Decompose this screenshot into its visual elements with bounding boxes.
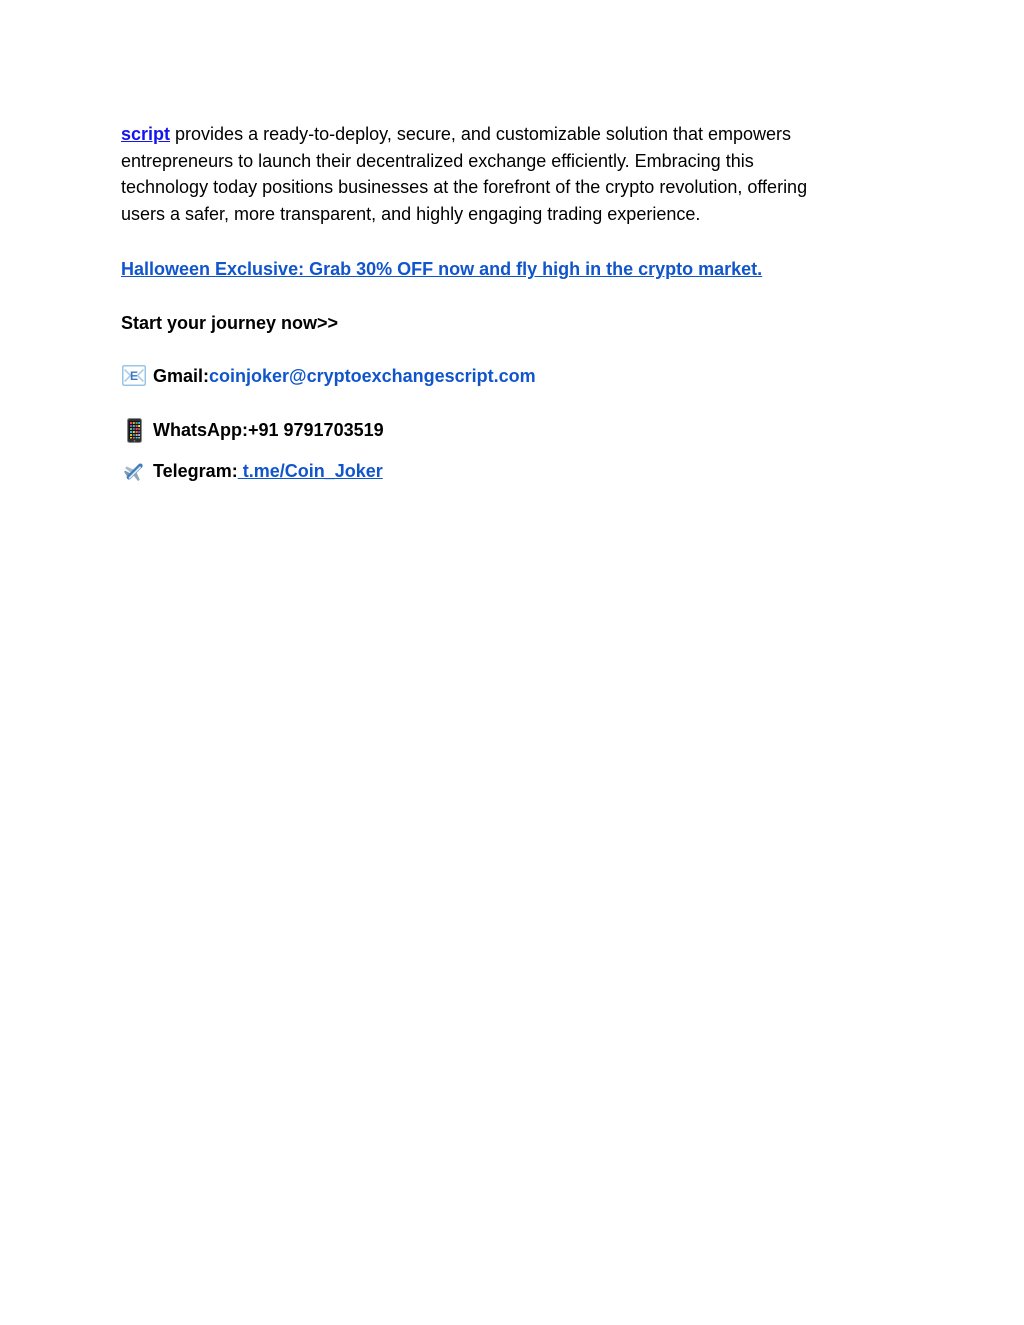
cta-text: Start your journey now>>: [121, 312, 339, 333]
telegram-label: Telegram:: [153, 460, 238, 481]
contact-row-telegram: [121, 458, 1024, 485]
paragraph-line: entrepreneurs to launch their decentralized exchange efficiently. Embracing this: [121, 150, 754, 171]
paragraph-text: provides a ready-to-deploy, secure, and customizable solution that empowers: [170, 124, 792, 144]
promo-paragraph: [121, 256, 1024, 283]
script-link[interactable]: script: [121, 124, 171, 144]
paragraph-line: technology today positions businesses at the forefront of the crypto revolution, offering: [121, 177, 808, 198]
whatsapp-label: WhatsApp:: [153, 420, 248, 441]
gmail-label: Gmail:: [153, 365, 210, 386]
phone-icon: [121, 418, 147, 443]
svg-text:E: E: [129, 369, 139, 384]
paragraph-line: users a safer, more transparent, and highly engaging trading experience.: [121, 203, 701, 224]
paragraph-line: [121, 121, 1024, 148]
telegram-link[interactable]: t.me/Coin_Joker: [237, 460, 383, 481]
whatsapp-number: +91 9791703519: [247, 420, 384, 441]
halloween-offer-link[interactable]: Halloween Exclusive: Grab 30% OFF now and fly high in the crypto market.: [121, 259, 763, 280]
contact-row-gmail: [121, 363, 1024, 390]
airplane-icon: [121, 459, 147, 483]
gmail-address-link[interactable]: coinjoker@cryptoexchangescript.com: [209, 365, 536, 386]
body-paragraph: [121, 121, 1024, 227]
contact-row-whatsapp: [121, 417, 1024, 444]
email-icon: [121, 365, 147, 386]
